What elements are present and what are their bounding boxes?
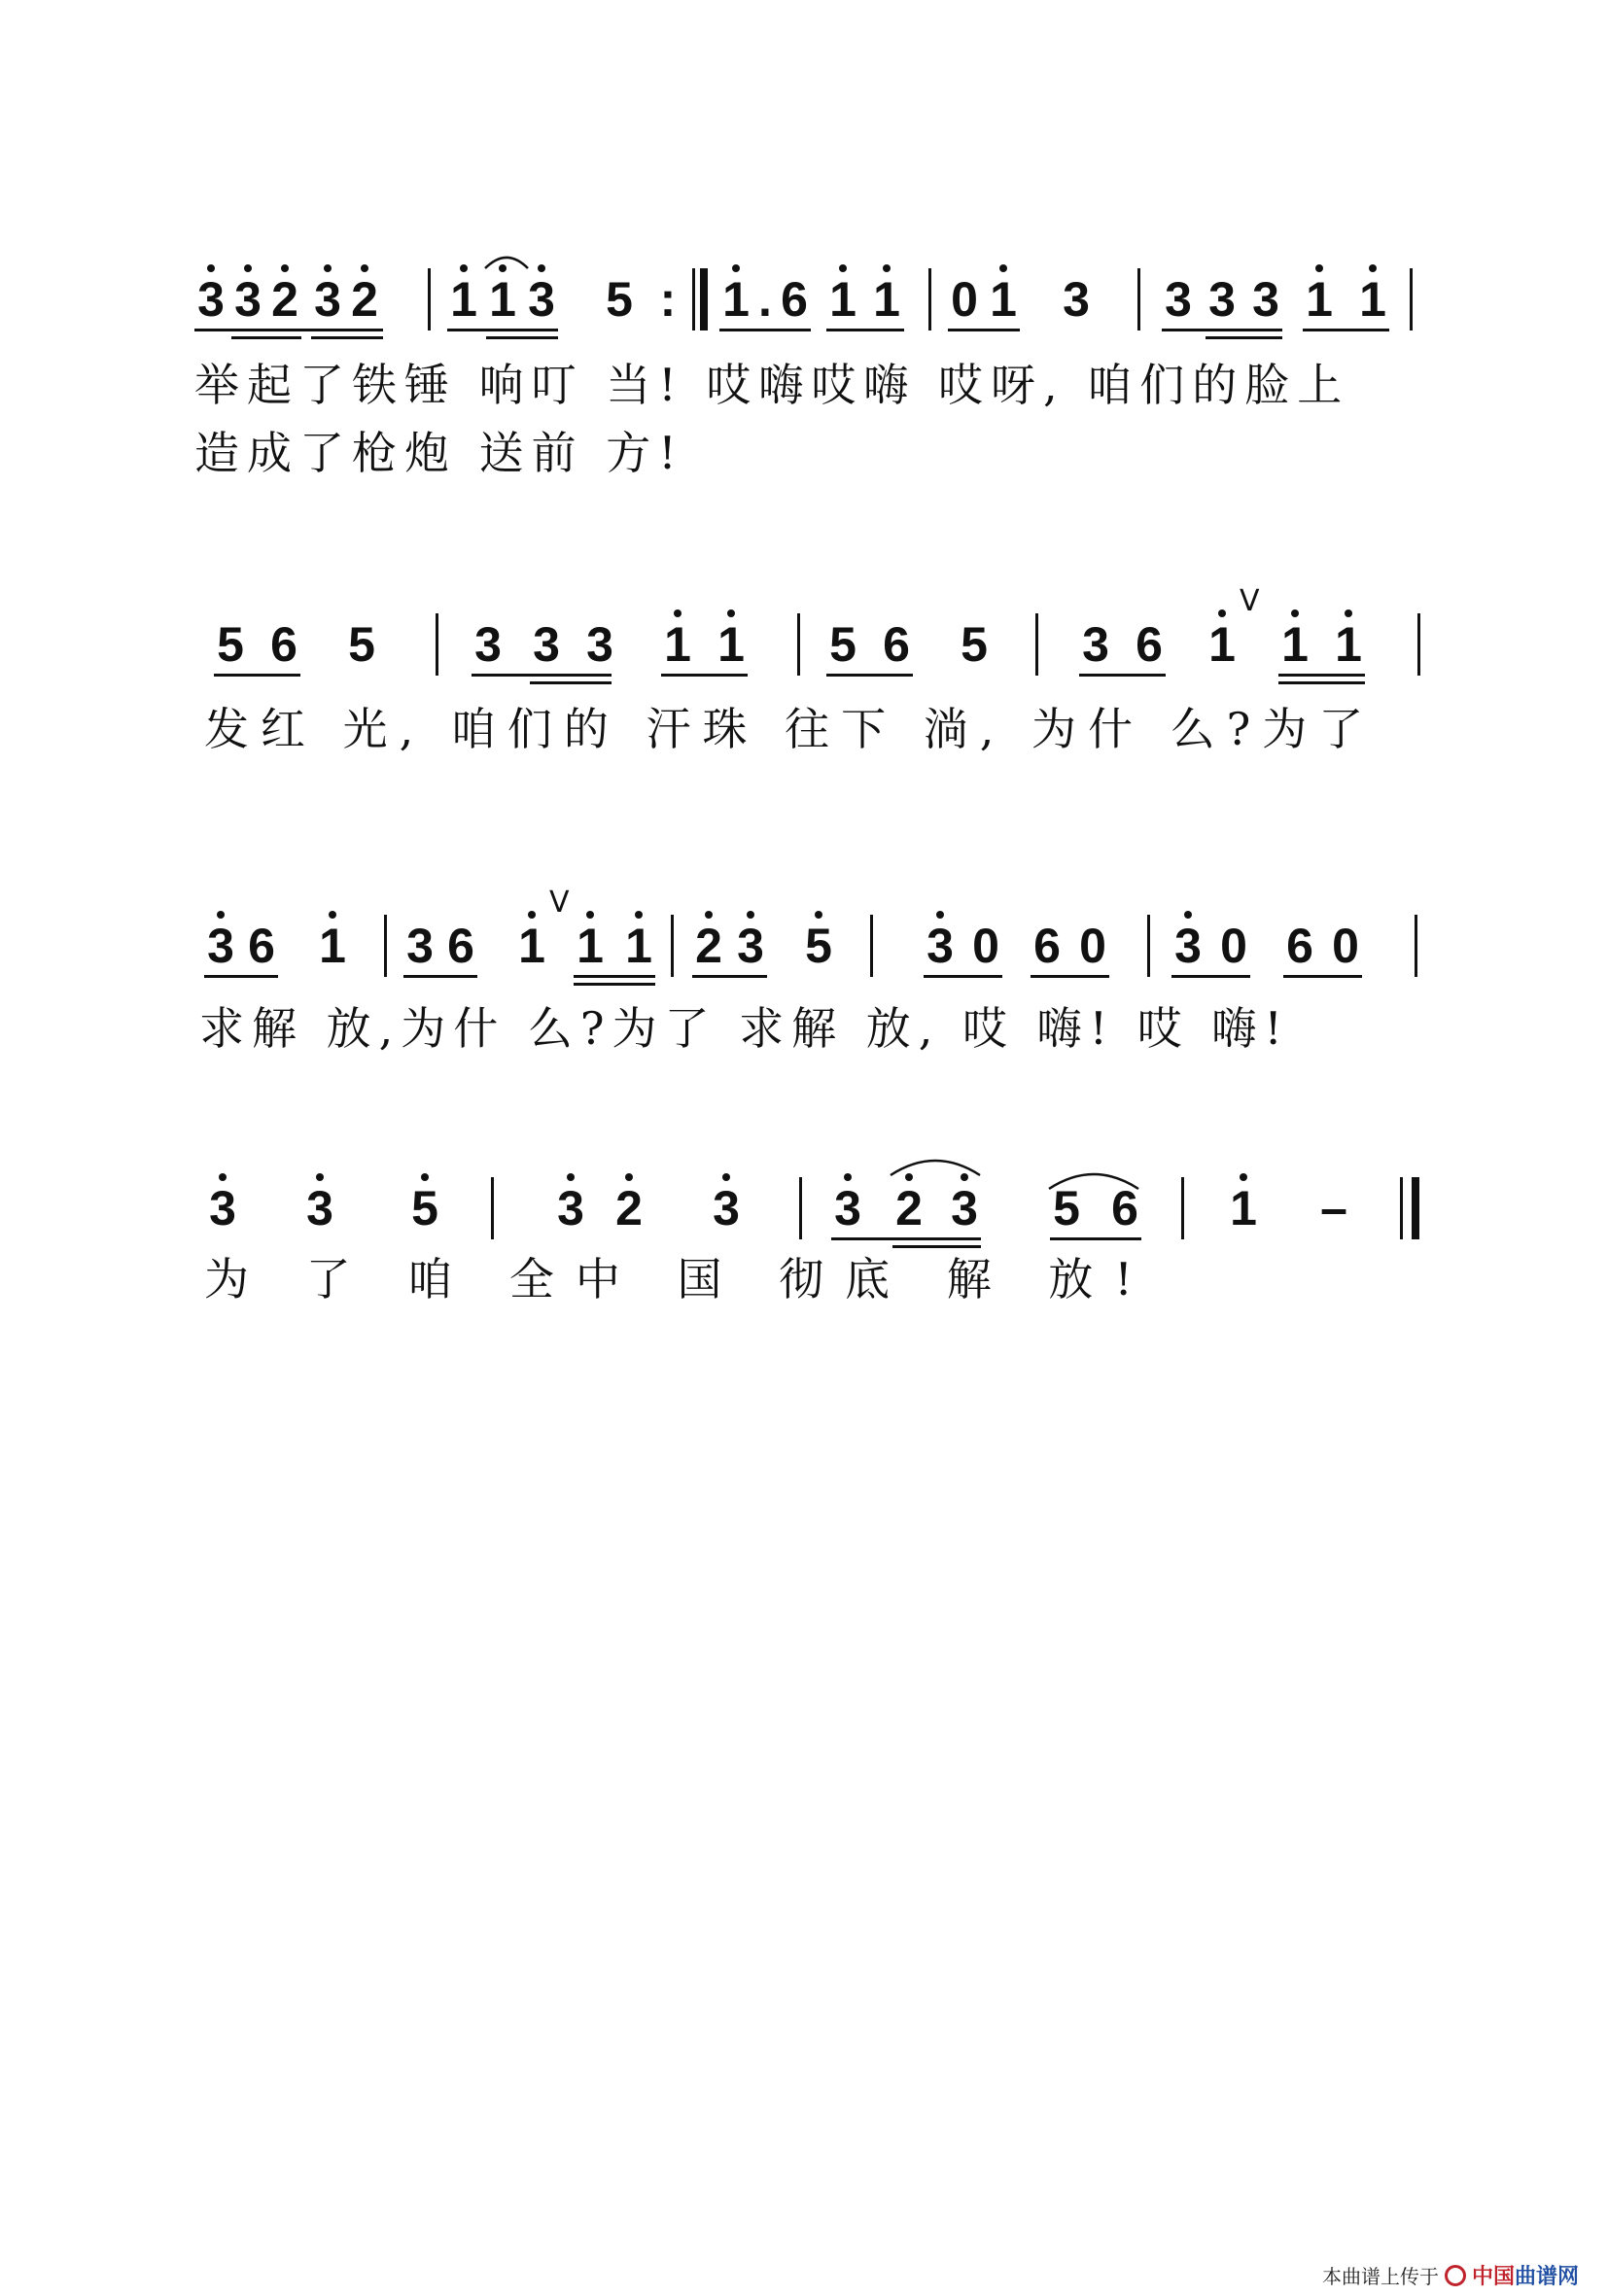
note: 1 bbox=[1359, 272, 1386, 327]
lyric-verse-2: 造成了枪炮 送前 方! bbox=[194, 427, 684, 479]
note: 3 bbox=[314, 272, 341, 327]
beam bbox=[486, 336, 558, 339]
note: 6 bbox=[1033, 919, 1061, 973]
octave-dot bbox=[747, 911, 754, 919]
barline bbox=[1410, 268, 1413, 330]
note: 6 bbox=[781, 272, 808, 327]
beam bbox=[194, 329, 383, 331]
note: 1 bbox=[489, 272, 516, 327]
octave-dot bbox=[528, 911, 536, 919]
barline bbox=[1035, 613, 1038, 676]
octave-dot bbox=[1315, 264, 1323, 272]
note: 0 bbox=[1332, 919, 1359, 973]
beam bbox=[1278, 674, 1365, 677]
note: 1 bbox=[625, 919, 652, 973]
slur bbox=[887, 1154, 984, 1177]
barline bbox=[384, 915, 387, 977]
octave-dot bbox=[839, 264, 847, 272]
note: 2 bbox=[695, 919, 722, 973]
note: 3 bbox=[926, 919, 954, 973]
note: 5 bbox=[1053, 1181, 1080, 1235]
octave-dot bbox=[883, 264, 891, 272]
note: 1 bbox=[829, 272, 856, 327]
note: 1 bbox=[722, 272, 750, 327]
barline bbox=[1400, 1177, 1403, 1239]
note: 1 bbox=[518, 919, 545, 973]
lyric-verse-1: 举起了铁锤 响叮 当! 哎嗨哎嗨 哎呀, 咱们的脸上 bbox=[194, 359, 1350, 411]
note: 1 bbox=[450, 272, 477, 327]
octave-dot bbox=[1369, 264, 1377, 272]
note: 2 bbox=[615, 1181, 643, 1235]
beam bbox=[1283, 975, 1362, 978]
note: 1 bbox=[873, 272, 900, 327]
note: 5 bbox=[805, 919, 832, 973]
octave-dot bbox=[538, 264, 545, 272]
note: 5 bbox=[217, 617, 244, 672]
barline bbox=[436, 613, 438, 676]
lyric-verse-1: 发红 光, 咱们的 汗珠 往下 淌, 为什 么?为了 bbox=[204, 703, 1376, 755]
note: 3 bbox=[1165, 272, 1192, 327]
note: 1 bbox=[990, 272, 1017, 327]
barline bbox=[799, 1177, 802, 1239]
note: 3 bbox=[207, 919, 234, 973]
barline bbox=[671, 915, 674, 977]
note: 0 bbox=[951, 272, 978, 327]
octave-dot bbox=[567, 1173, 575, 1181]
beam bbox=[472, 674, 612, 677]
beam bbox=[530, 681, 612, 684]
octave-dot bbox=[727, 609, 735, 617]
note: 6 bbox=[270, 617, 297, 672]
octave-dot bbox=[586, 911, 594, 919]
beam bbox=[1171, 975, 1250, 978]
note: 5 bbox=[606, 272, 633, 327]
barline bbox=[1137, 268, 1140, 330]
note: 6 bbox=[1286, 919, 1313, 973]
barline bbox=[428, 268, 431, 330]
barline-final bbox=[1412, 1177, 1419, 1239]
note: 1 bbox=[1208, 617, 1236, 672]
octave-dot bbox=[219, 1173, 227, 1181]
note: 0 bbox=[1079, 919, 1106, 973]
beam bbox=[948, 329, 1020, 331]
barline bbox=[1415, 915, 1417, 977]
note: 3 bbox=[197, 272, 225, 327]
octave-dot bbox=[207, 264, 215, 272]
beam bbox=[214, 674, 300, 677]
slur bbox=[1045, 1167, 1142, 1191]
breath-mark: V bbox=[1240, 584, 1260, 618]
octave-dot bbox=[674, 609, 682, 617]
site-logo[interactable] bbox=[1472, 2260, 1579, 2290]
barline bbox=[1147, 915, 1150, 977]
note: 2 bbox=[271, 272, 298, 327]
beam bbox=[892, 1245, 981, 1248]
note: 3 bbox=[209, 1181, 236, 1235]
beam bbox=[574, 975, 655, 978]
barline bbox=[797, 613, 800, 676]
note: 0 bbox=[1220, 919, 1247, 973]
note: 6 bbox=[248, 919, 275, 973]
note: 6 bbox=[883, 617, 910, 672]
note: 2 bbox=[351, 272, 378, 327]
beam bbox=[231, 336, 301, 339]
octave-dot bbox=[844, 1173, 852, 1181]
octave-dot bbox=[244, 264, 252, 272]
beam bbox=[403, 975, 477, 978]
beam bbox=[826, 674, 913, 677]
octave-dot bbox=[732, 264, 740, 272]
note: 0 bbox=[972, 919, 999, 973]
beam bbox=[311, 336, 383, 339]
repeat-sign: : bbox=[659, 272, 677, 327]
barline bbox=[1181, 1177, 1184, 1239]
barline bbox=[870, 915, 873, 977]
octave-dot bbox=[421, 1173, 429, 1181]
note: 2 bbox=[895, 1181, 923, 1235]
note: 6 bbox=[1111, 1181, 1138, 1235]
octave-dot bbox=[1345, 609, 1352, 617]
beam bbox=[924, 975, 1002, 978]
note: 1 bbox=[1335, 617, 1362, 672]
beam bbox=[447, 329, 558, 331]
note: 1 bbox=[664, 617, 691, 672]
octave-dot bbox=[1291, 609, 1299, 617]
note: 3 bbox=[406, 919, 434, 973]
note: 3 bbox=[234, 272, 262, 327]
note: 3 bbox=[533, 617, 560, 672]
note: 3 bbox=[834, 1181, 861, 1235]
beam bbox=[1278, 681, 1365, 684]
note: 5 bbox=[411, 1181, 438, 1235]
note: 1 bbox=[319, 919, 346, 973]
upload-text: 本曲谱上传于 bbox=[1321, 2265, 1439, 2288]
breath-mark: V bbox=[549, 886, 570, 920]
octave-dot bbox=[316, 1173, 324, 1181]
note: 3 bbox=[528, 272, 555, 327]
beam bbox=[831, 1237, 981, 1240]
barline bbox=[491, 1177, 494, 1239]
octave-dot bbox=[460, 264, 468, 272]
octave-dot bbox=[936, 911, 944, 919]
beam bbox=[204, 975, 278, 978]
beam bbox=[692, 975, 767, 978]
note: 3 bbox=[713, 1181, 740, 1235]
beam bbox=[574, 983, 655, 986]
barline-thick bbox=[700, 268, 708, 330]
octave-dot bbox=[722, 1173, 730, 1181]
site-name-blue: 曲谱网 bbox=[1514, 2265, 1579, 2289]
octave-dot bbox=[217, 911, 225, 919]
note: 1 bbox=[1306, 272, 1333, 327]
note: 3 bbox=[1174, 919, 1202, 973]
note: 3 bbox=[1252, 272, 1279, 327]
note: 6 bbox=[447, 919, 474, 973]
octave-dot bbox=[625, 1173, 633, 1181]
site-footer bbox=[1322, 2260, 1579, 2290]
note: 5 bbox=[829, 617, 856, 672]
note: 5 bbox=[348, 617, 375, 672]
note: 5 bbox=[961, 617, 988, 672]
site-name-red: 中国 bbox=[1471, 2265, 1515, 2289]
octave-dot bbox=[999, 264, 1007, 272]
beam bbox=[1031, 975, 1109, 978]
octave-dot bbox=[635, 911, 643, 919]
note: 1 bbox=[577, 919, 604, 973]
octave-dot bbox=[705, 911, 713, 919]
barline bbox=[928, 268, 931, 330]
lyric-verse-1: 为 了 咱 全中 国 彻底 解 放! bbox=[204, 1253, 1154, 1305]
note: 3 bbox=[557, 1181, 584, 1235]
octave-dot bbox=[329, 911, 336, 919]
note: 3 bbox=[951, 1181, 978, 1235]
slur bbox=[482, 251, 531, 270]
octave-dot bbox=[324, 264, 332, 272]
beam bbox=[719, 329, 811, 331]
beam bbox=[1079, 674, 1166, 677]
octave-dot bbox=[815, 911, 822, 919]
beam bbox=[826, 329, 904, 331]
note: 3 bbox=[1208, 272, 1236, 327]
note: 1 bbox=[1230, 1181, 1257, 1235]
note: 1 bbox=[1281, 617, 1309, 672]
dot-sign: . bbox=[758, 272, 772, 327]
note: 3 bbox=[586, 617, 613, 672]
note: 3 bbox=[474, 617, 502, 672]
octave-dot bbox=[361, 264, 368, 272]
octave-dot bbox=[1240, 1173, 1247, 1181]
beam bbox=[1162, 329, 1282, 331]
octave-dot bbox=[281, 264, 289, 272]
lyric-verse-1: 求解 放,为什 么?为了 求解 放, 哎 嗨! 哎 嗨! bbox=[199, 1002, 1290, 1055]
dash: – bbox=[1320, 1181, 1347, 1235]
beam bbox=[1050, 1237, 1141, 1240]
octave-dot bbox=[1184, 911, 1192, 919]
note: 6 bbox=[1136, 617, 1163, 672]
site-logo-icon bbox=[1445, 2265, 1466, 2286]
barline bbox=[692, 268, 695, 330]
note: 1 bbox=[717, 617, 745, 672]
octave-dot bbox=[1218, 609, 1226, 617]
beam bbox=[1206, 336, 1282, 339]
note: 3 bbox=[1082, 617, 1109, 672]
note: 3 bbox=[1063, 272, 1090, 327]
beam bbox=[1303, 329, 1389, 331]
barline bbox=[1417, 613, 1420, 676]
note: 3 bbox=[737, 919, 764, 973]
beam bbox=[661, 674, 748, 677]
note: 3 bbox=[306, 1181, 333, 1235]
